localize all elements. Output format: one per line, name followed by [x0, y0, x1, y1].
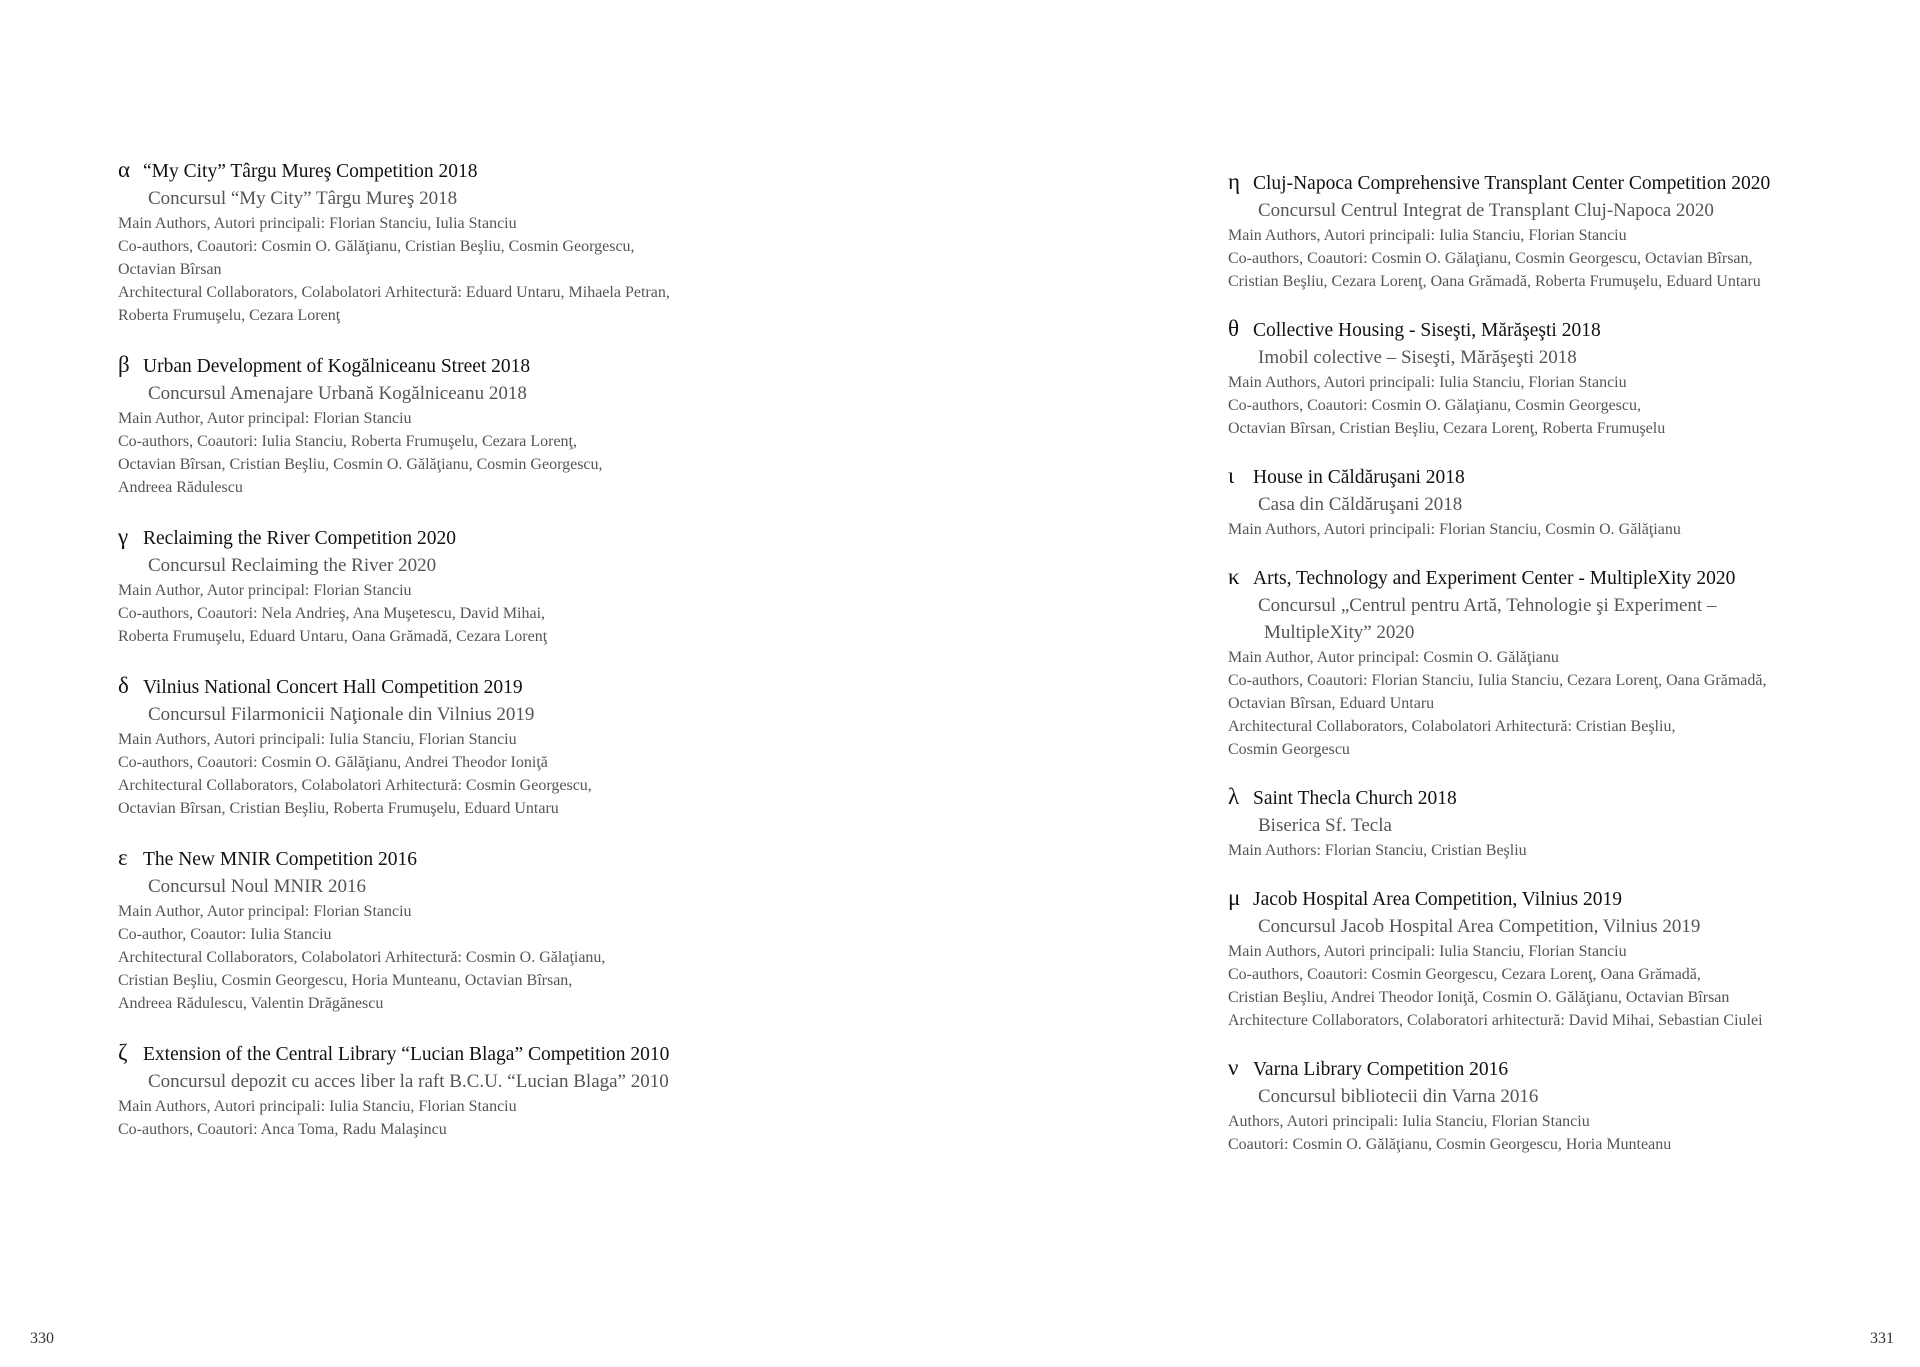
project-credit-line: Architecture Collaborators, Colaboratori arhitectură: David Mihai, Sebastian Ciulei [1228, 1012, 1763, 1029]
project-subtitle: Concursul depozit cu acces liber la raft B.C.U. “Lucian Blaga” 2010 [148, 1071, 669, 1092]
project-credit-line: Co-author, Coautor: Iulia Stanciu [118, 926, 332, 943]
project-letter: α [118, 157, 131, 182]
project-title [118, 844, 898, 873]
project-credit-line: Cristian Beşliu, Cezara Lorenţ, Oana Grămadă, Roberta Frumuşelu, Eduard Untaru [1228, 273, 1761, 290]
project-credit-line: Octavian Bîrsan [118, 261, 222, 278]
project-entry [118, 672, 898, 820]
project-title [1228, 783, 1888, 812]
project-title-text: Cluj-Napoca Comprehensive Transplant Center Competition 2020 [1253, 173, 1771, 194]
project-entry [118, 523, 898, 648]
project-title-text: Arts, Technology and Experiment Center - MultipleXity 2020 [1253, 568, 1736, 589]
project-subtitle: Concursul Jacob Hospital Area Competition, Vilnius 2019 [1258, 916, 1701, 937]
project-credit-line: Co-authors, Coautori: Cosmin O. Gălăţianu, Andrei Theodor Ioniţă [118, 754, 548, 771]
project-title-text: The New MNIR Competition 2016 [143, 849, 418, 870]
project-list [1228, 168, 1888, 1156]
project-credit-line: Andreea Rădulescu, Valentin Drăgănescu [118, 995, 384, 1012]
project-credit-line: Coautori: Cosmin O. Gălăţianu, Cosmin Georgescu, Horia Munteanu [1228, 1136, 1672, 1153]
project-credit-line: Co-authors, Coautori: Iulia Stanciu, Roberta Frumuşelu, Cezara Lorenţ, [118, 433, 577, 450]
project-credit-line: Main Authors, Autori principali: Florian Stanciu, Iulia Stanciu [118, 215, 517, 232]
project-subtitle-continued: MultipleXity” 2020 [1264, 622, 1415, 643]
project-entry [118, 844, 898, 1015]
project-letter: λ [1228, 784, 1240, 809]
project-letter: κ [1228, 564, 1240, 589]
page-number: 331 [1870, 1330, 1894, 1347]
project-entry [1228, 783, 1888, 862]
project-title [1228, 563, 1888, 592]
project-list [118, 156, 898, 1141]
project-letter: δ [118, 673, 129, 698]
project-title-text: House in Căldăruşani 2018 [1253, 467, 1465, 488]
right-page [960, 0, 1920, 1367]
project-entry [1228, 462, 1888, 541]
project-title-text: Saint Thecla Church 2018 [1253, 788, 1457, 809]
project-credit-line: Authors, Autori principali: Iulia Stanciu, Florian Stanciu [1228, 1113, 1590, 1130]
project-credit-line: Andreea Rădulescu [118, 479, 243, 496]
project-title [1228, 462, 1888, 491]
project-credit-line: Main Author, Autor principal: Cosmin O. Gălăţianu [1228, 649, 1559, 666]
project-title-text: Extension of the Central Library “Lucian Blaga” Competition 2010 [143, 1044, 670, 1065]
project-credit-line: Roberta Frumuşelu, Eduard Untaru, Oana Grămadă, Cezara Lorenţ [118, 628, 548, 645]
project-entry [118, 351, 898, 499]
project-credit-line: Octavian Bîrsan, Cristian Beşliu, Cosmin O. Gălăţianu, Cosmin Georgescu, [118, 456, 603, 473]
project-title [1228, 1054, 1888, 1083]
project-credit-line: Architectural Collaborators, Colabolatori Arhitectură: Cristian Beşliu, [1228, 718, 1676, 735]
project-credit-line: Octavian Bîrsan, Cristian Beşliu, Cezara Lorenţ, Roberta Frumuşelu [1228, 420, 1666, 437]
project-title [1228, 168, 1888, 197]
project-title-text: Collective Housing - Siseşti, Mărăşeşti 2018 [1253, 320, 1601, 341]
project-credit-line: Octavian Bîrsan, Eduard Untaru [1228, 695, 1435, 712]
project-subtitle: Imobil colective – Siseşti, Mărăşeşti 2018 [1258, 347, 1577, 368]
project-credit-line: Cristian Beşliu, Andrei Theodor Ioniţă, Cosmin O. Gălăţianu, Octavian Bîrsan [1228, 989, 1730, 1006]
project-credit-line: Main Author, Autor principal: Florian Stanciu [118, 582, 412, 599]
project-credit-line: Main Authors, Autori principali: Iulia Stanciu, Florian Stanciu [118, 1098, 517, 1115]
project-credit-line: Main Authors, Autori principali: Iulia Stanciu, Florian Stanciu [1228, 227, 1627, 244]
project-title-text: Reclaiming the River Competition 2020 [143, 528, 457, 549]
project-letter: β [118, 352, 130, 377]
project-title-text: Vilnius National Concert Hall Competition 2019 [143, 677, 523, 698]
project-subtitle: Concursul “My City” Târgu Mureş 2018 [148, 188, 458, 209]
project-title-text: Jacob Hospital Area Competition, Vilnius 2019 [1253, 889, 1622, 910]
project-entry [118, 1039, 898, 1141]
project-credit-line: Co-authors, Coautori: Cosmin Georgescu, Cezara Lorenţ, Oana Grămadă, [1228, 966, 1701, 983]
project-entry [1228, 168, 1888, 293]
project-credit-line: Co-authors, Coautori: Cosmin O. Gălaţianu, Cosmin Georgescu, [1228, 397, 1641, 414]
project-credit-line: Cristian Beşliu, Cosmin Georgescu, Horia Munteanu, Octavian Bîrsan, [118, 972, 573, 989]
project-subtitle: Casa din Căldăruşani 2018 [1258, 494, 1463, 515]
project-subtitle: Concursul Noul MNIR 2016 [148, 876, 366, 897]
project-title [118, 523, 898, 552]
project-entry [1228, 884, 1888, 1032]
project-entry [1228, 563, 1888, 761]
project-title [1228, 315, 1888, 344]
project-title [1228, 884, 1888, 913]
page-number: 330 [30, 1330, 54, 1347]
project-subtitle: Concursul bibliotecii din Varna 2016 [1258, 1086, 1539, 1107]
project-title-text: Varna Library Competition 2016 [1253, 1059, 1509, 1080]
project-subtitle: Concursul Centrul Integrat de Transplant Cluj-Napoca 2020 [1258, 200, 1714, 221]
project-credit-line: Co-authors, Coautori: Nela Andrieş, Ana Muşetescu, David Mihai, [118, 605, 546, 622]
project-subtitle: Concursul Amenajare Urbană Kogălniceanu 2018 [148, 383, 527, 404]
project-title-text: “My City” Târgu Mureş Competition 2018 [143, 161, 478, 182]
project-credit-line: Main Authors, Autori principali: Iulia Stanciu, Florian Stanciu [1228, 374, 1627, 391]
project-credit-line: Architectural Collaborators, Colabolatori Arhitectură: Cosmin Georgescu, [118, 777, 592, 794]
project-letter: η [1228, 169, 1241, 194]
project-credit-line: Roberta Frumuşelu, Cezara Lorenţ [118, 307, 341, 324]
project-letter: ε [118, 845, 128, 870]
project-credit-line: Main Authors, Autori principali: Iulia Stanciu, Florian Stanciu [1228, 943, 1627, 960]
project-credit-line: Main Author, Autor principal: Florian Stanciu [118, 410, 412, 427]
project-letter: ζ [118, 1040, 128, 1065]
project-letter: ν [1228, 1055, 1239, 1080]
project-subtitle: Concursul „Centrul pentru Artă, Tehnologie şi Experiment – [1258, 595, 1717, 616]
project-entry [1228, 315, 1888, 440]
project-letter: γ [118, 524, 129, 549]
project-title [118, 156, 898, 185]
project-letter: ι [1228, 463, 1235, 488]
project-title-text: Urban Development of Kogălniceanu Street 2018 [143, 356, 531, 377]
project-credit-line: Architectural Collaborators, Colabolatori Arhitectură: Eduard Untaru, Mihaela Petran, [118, 284, 670, 301]
project-letter: μ [1228, 885, 1241, 910]
project-credit-line: Cosmin Georgescu [1228, 741, 1350, 758]
project-title [118, 1039, 898, 1068]
project-subtitle: Biserica Sf. Tecla [1258, 815, 1392, 836]
project-credit-line: Main Author, Autor principal: Florian Stanciu [118, 903, 412, 920]
project-subtitle: Concursul Filarmonicii Naţionale din Vilnius 2019 [148, 704, 535, 725]
project-title [118, 672, 898, 701]
project-credit-line: Co-authors, Coautori: Florian Stanciu, Iulia Stanciu, Cezara Lorenţ, Oana Grămadă, [1228, 672, 1767, 689]
project-credit-line: Architectural Collaborators, Colabolatori Arhitectură: Cosmin O. Gălaţianu, [118, 949, 606, 966]
project-credit-line: Main Authors, Autori principali: Iulia Stanciu, Florian Stanciu [118, 731, 517, 748]
project-credit-line: Co-authors, Coautori: Cosmin O. Gălăţianu, Cristian Beşliu, Cosmin Georgescu, [118, 238, 635, 255]
project-credit-line: Octavian Bîrsan, Cristian Beşliu, Roberta Frumuşelu, Eduard Untaru [118, 800, 559, 817]
project-title [118, 351, 898, 380]
project-subtitle: Concursul Reclaiming the River 2020 [148, 555, 437, 576]
project-credit-line: Main Authors, Autori principali: Florian Stanciu, Cosmin O. Gălăţianu [1228, 521, 1681, 538]
project-entry [1228, 1054, 1888, 1156]
project-credit-line: Co-authors, Coautori: Cosmin O. Gălaţianu, Cosmin Georgescu, Octavian Bîrsan, [1228, 250, 1753, 267]
project-letter: θ [1228, 316, 1240, 341]
project-entry [118, 156, 898, 327]
project-credit-line: Co-authors, Coautori: Anca Toma, Radu Malaşincu [118, 1121, 447, 1138]
project-credit-line: Main Authors: Florian Stanciu, Cristian Beşliu [1228, 842, 1527, 859]
